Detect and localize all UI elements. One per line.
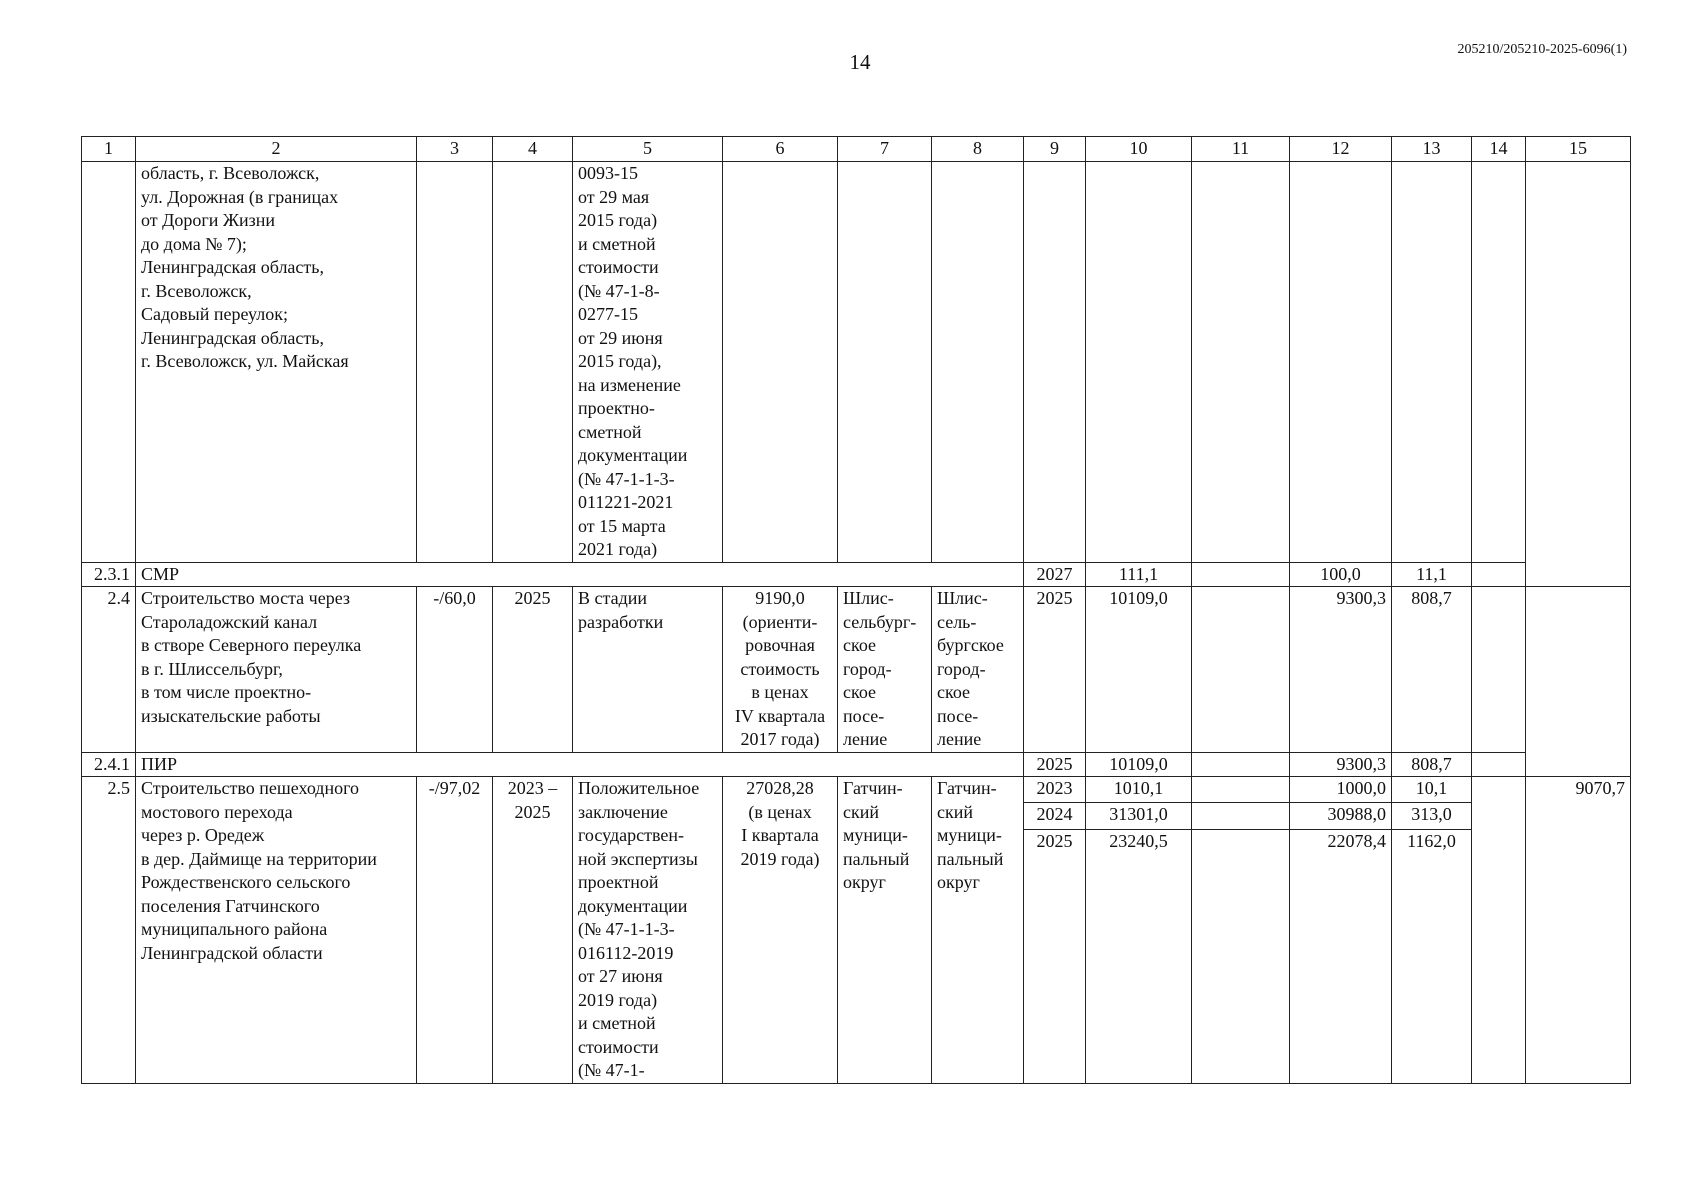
cell-local: 808,7 — [1392, 752, 1472, 777]
cell-cost: 9190,0 (ориенти- ровочная стоимость в ценах IV квартала 2017 года) — [723, 587, 838, 753]
cell — [1526, 162, 1631, 587]
cell — [1192, 777, 1290, 803]
cell-year: 2025 — [1024, 587, 1086, 753]
cell-total: 10109,0 — [1086, 752, 1192, 777]
cell-total: 10109,0 — [1086, 587, 1192, 753]
cell — [1472, 752, 1526, 777]
cell — [1192, 752, 1290, 777]
cell-recipient: Шлис- сельбург- ское город- ское посе- ление — [838, 587, 932, 753]
cell — [932, 162, 1024, 563]
cell-regional: 22078,4 — [1290, 829, 1392, 1083]
cell — [1192, 162, 1290, 563]
cell-regional: 9300,3 — [1290, 752, 1392, 777]
cell — [1472, 777, 1526, 1084]
cell-object-name: ПИР — [136, 752, 1024, 777]
col-header: 2 — [136, 137, 417, 162]
col-header: 6 — [723, 137, 838, 162]
page-number: 14 — [849, 50, 871, 74]
cell-total: 31301,0 — [1086, 803, 1192, 829]
cell-local: 1162,0 — [1392, 829, 1472, 1083]
cell — [723, 162, 838, 563]
cell — [1192, 562, 1290, 587]
cell-cost: 27028,28 (в ценах I квартала 2019 года) — [723, 777, 838, 1084]
table-row — [82, 777, 1631, 803]
col-header: 4 — [493, 137, 573, 162]
cell — [838, 162, 932, 563]
cell-year: 2027 — [1024, 562, 1086, 587]
col-header: 11 — [1192, 137, 1290, 162]
cell-total: 23240,5 — [1086, 829, 1192, 1083]
cell-total: 1010,1 — [1086, 777, 1192, 803]
col-header: 1 — [82, 137, 136, 162]
cell — [1472, 162, 1526, 563]
cell-object-name: Строительство моста через Староладожский канал в створе Северного переулка в г. Шлиссельбург, в том числе проектно- изыскательские работы — [136, 587, 417, 753]
cell-local: 313,0 — [1392, 803, 1472, 829]
cell — [1472, 562, 1526, 587]
cell-documentation: 0093-15 от 29 мая 2015 года) и сметной стоимости (№ 47-1-8- 0277-15 от 29 июня 2015 года), на изменение проектно- сметной документации (№ 47-1-1-3- 011221-2021 от 15 марта 2021 года) — [573, 162, 723, 563]
cell-regional: 30988,0 — [1290, 803, 1392, 829]
cell-capacity: -/60,0 — [417, 587, 493, 753]
cell-remainder: 9070,7 — [1526, 777, 1631, 1084]
col-header: 5 — [573, 137, 723, 162]
cell-object-name: Строительство пешеходного мостового перехода через р. Оредеж в дер. Даймище на территории Рождественского сельского поселения Гатчинского муниципального района Ленинградской области — [136, 777, 417, 1084]
cell-num: 2.3.1 — [82, 562, 136, 587]
col-header: 13 — [1392, 137, 1472, 162]
table-row — [82, 587, 1631, 753]
cell — [1024, 162, 1086, 563]
data-table — [81, 136, 1631, 1084]
cell — [1192, 803, 1290, 829]
col-header: 7 — [838, 137, 932, 162]
cell — [1086, 162, 1192, 563]
cell-year: 2024 — [1024, 803, 1086, 829]
col-header: 14 — [1472, 137, 1526, 162]
cell-local: 10,1 — [1392, 777, 1472, 803]
cell-owner: Гатчин- ский муници- пальный округ — [932, 777, 1024, 1084]
cell — [493, 162, 573, 563]
cell-local: 11,1 — [1392, 562, 1472, 587]
cell-num: 2.5 — [82, 777, 136, 1084]
document-code: 205210/205210-2025-6096(1) — [1457, 42, 1627, 57]
cell-year: 2023 — [1024, 777, 1086, 803]
col-header: 9 — [1024, 137, 1086, 162]
table-row — [82, 562, 1631, 587]
cell-object-name: область, г. Всеволожск, ул. Дорожная (в границах от Дороги Жизни до дома № 7); Ленинградская область, г. Всеволожск, Садовый переулок; Ленинградская область, г. Всеволожск, ул. Майская — [136, 162, 417, 563]
col-header: 10 — [1086, 137, 1192, 162]
cell-recipient: Гатчин- ский муници- пальный округ — [838, 777, 932, 1084]
col-header: 3 — [417, 137, 493, 162]
cell-year: 2025 — [1024, 752, 1086, 777]
col-header: 12 — [1290, 137, 1392, 162]
cell — [1526, 587, 1631, 777]
cell-period: 2023 – 2025 — [493, 777, 573, 1084]
cell — [1290, 162, 1392, 563]
cell-regional: 1000,0 — [1290, 777, 1392, 803]
cell — [1392, 162, 1472, 563]
cell-total: 111,1 — [1086, 562, 1192, 587]
cell-regional: 9300,3 — [1290, 587, 1392, 753]
cell — [1192, 587, 1290, 753]
cell-local: 808,7 — [1392, 587, 1472, 753]
cell-num — [82, 162, 136, 563]
cell-documentation: В стадии разработки — [573, 587, 723, 753]
column-number-row — [82, 137, 1631, 162]
cell-num: 2.4.1 — [82, 752, 136, 777]
cell-owner: Шлис- сель- бургское город- ское посе- ление — [932, 587, 1024, 753]
cell-documentation: Положительное заключение государствен- ной экспертизы проектной документации (№ 47-1-1-3- 016112-2019 от 27 июня 2019 года) и сметной стоимости (№ 47-1- — [573, 777, 723, 1084]
cell-object-name: СМР — [136, 562, 1024, 587]
table-row — [82, 752, 1631, 777]
cell — [417, 162, 493, 563]
cell — [1472, 587, 1526, 753]
cell-num: 2.4 — [82, 587, 136, 753]
col-header: 15 — [1526, 137, 1631, 162]
cell-regional: 100,0 — [1290, 562, 1392, 587]
cell-period: 2025 — [493, 587, 573, 753]
table-row — [82, 162, 1631, 563]
cell — [1192, 829, 1290, 1083]
cell-year: 2025 — [1024, 829, 1086, 1083]
cell-capacity: -/97,02 — [417, 777, 493, 1084]
col-header: 8 — [932, 137, 1024, 162]
